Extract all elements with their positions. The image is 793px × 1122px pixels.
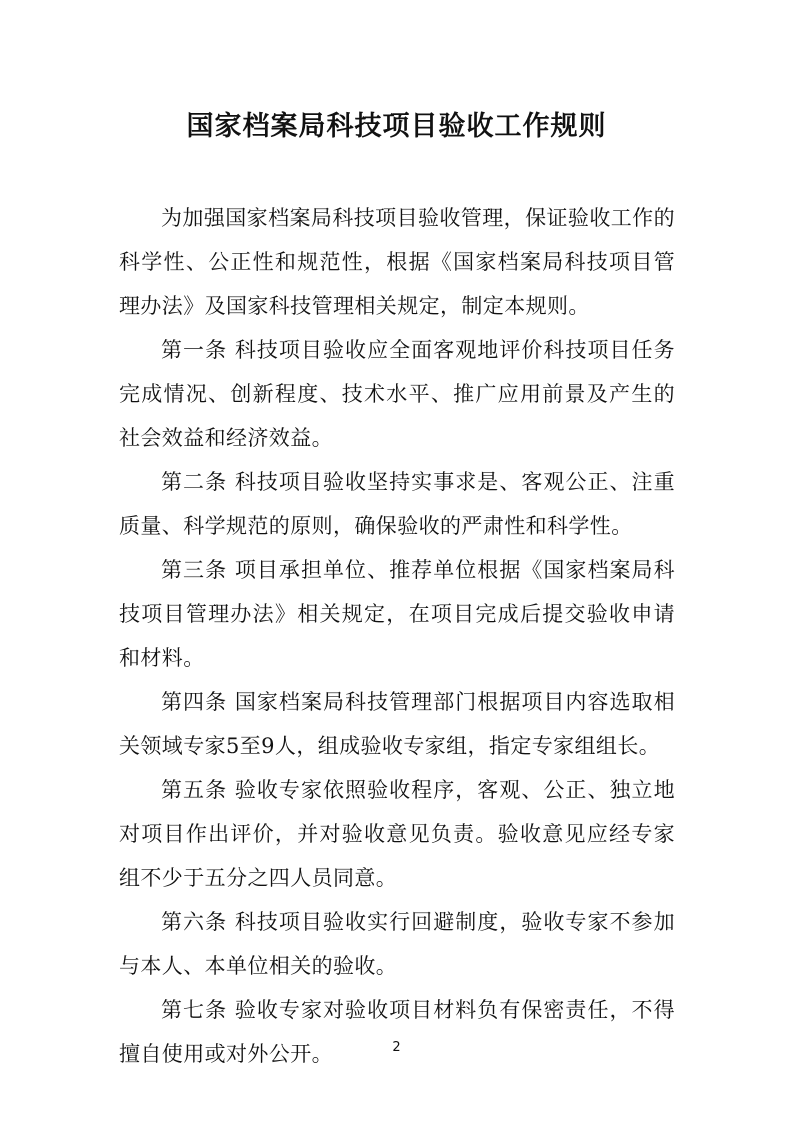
document-body <box>119 196 675 1076</box>
article-5-paragraph: 第五条 验收专家依照验收程序，客观、公正、独立地对项目作出评价，并对验收意见负责。验收意见应经专家组不少于五分之四人员同意。 <box>119 778 675 890</box>
page-number: 2 <box>392 1040 401 1055</box>
article-6-paragraph: 第六条 科技项目验收实行回避制度，验收专家不参加与本人、本单位相关的验收。 <box>119 910 675 978</box>
document-title: 国家档案局科技项目验收工作规则 <box>186 111 607 142</box>
article-2-paragraph: 第二条 科技项目验收坚持实事求是、客观公正、注重质量、科学规范的原则，确保验收的严肃性和科学性。 <box>119 470 675 538</box>
article-7-paragraph: 第七条 验收专家对验收项目材料负有保密责任，不得擅自使用或对外公开。 <box>119 998 675 1066</box>
article-3-paragraph: 第三条 项目承担单位、推荐单位根据《国家档案局科技项目管理办法》相关规定，在项目完成后提交验收申请和材料。 <box>119 558 675 670</box>
article-4-paragraph: 第四条 国家档案局科技管理部门根据项目内容选取相关领域专家5至9人，组成验收专家组，指定专家组组长。 <box>119 690 675 758</box>
preamble-paragraph: 为加强国家档案局科技项目验收管理，保证验收工作的科学性、公正性和规范性，根据《国家档案局科技项目管理办法》及国家科技管理相关规定，制定本规则。 <box>119 206 675 318</box>
article-1-paragraph: 第一条 科技项目验收应全面客观地评价科技项目任务完成情况、创新程度、技术水平、推广应用前景及产生的社会效益和经济效益。 <box>119 338 675 450</box>
